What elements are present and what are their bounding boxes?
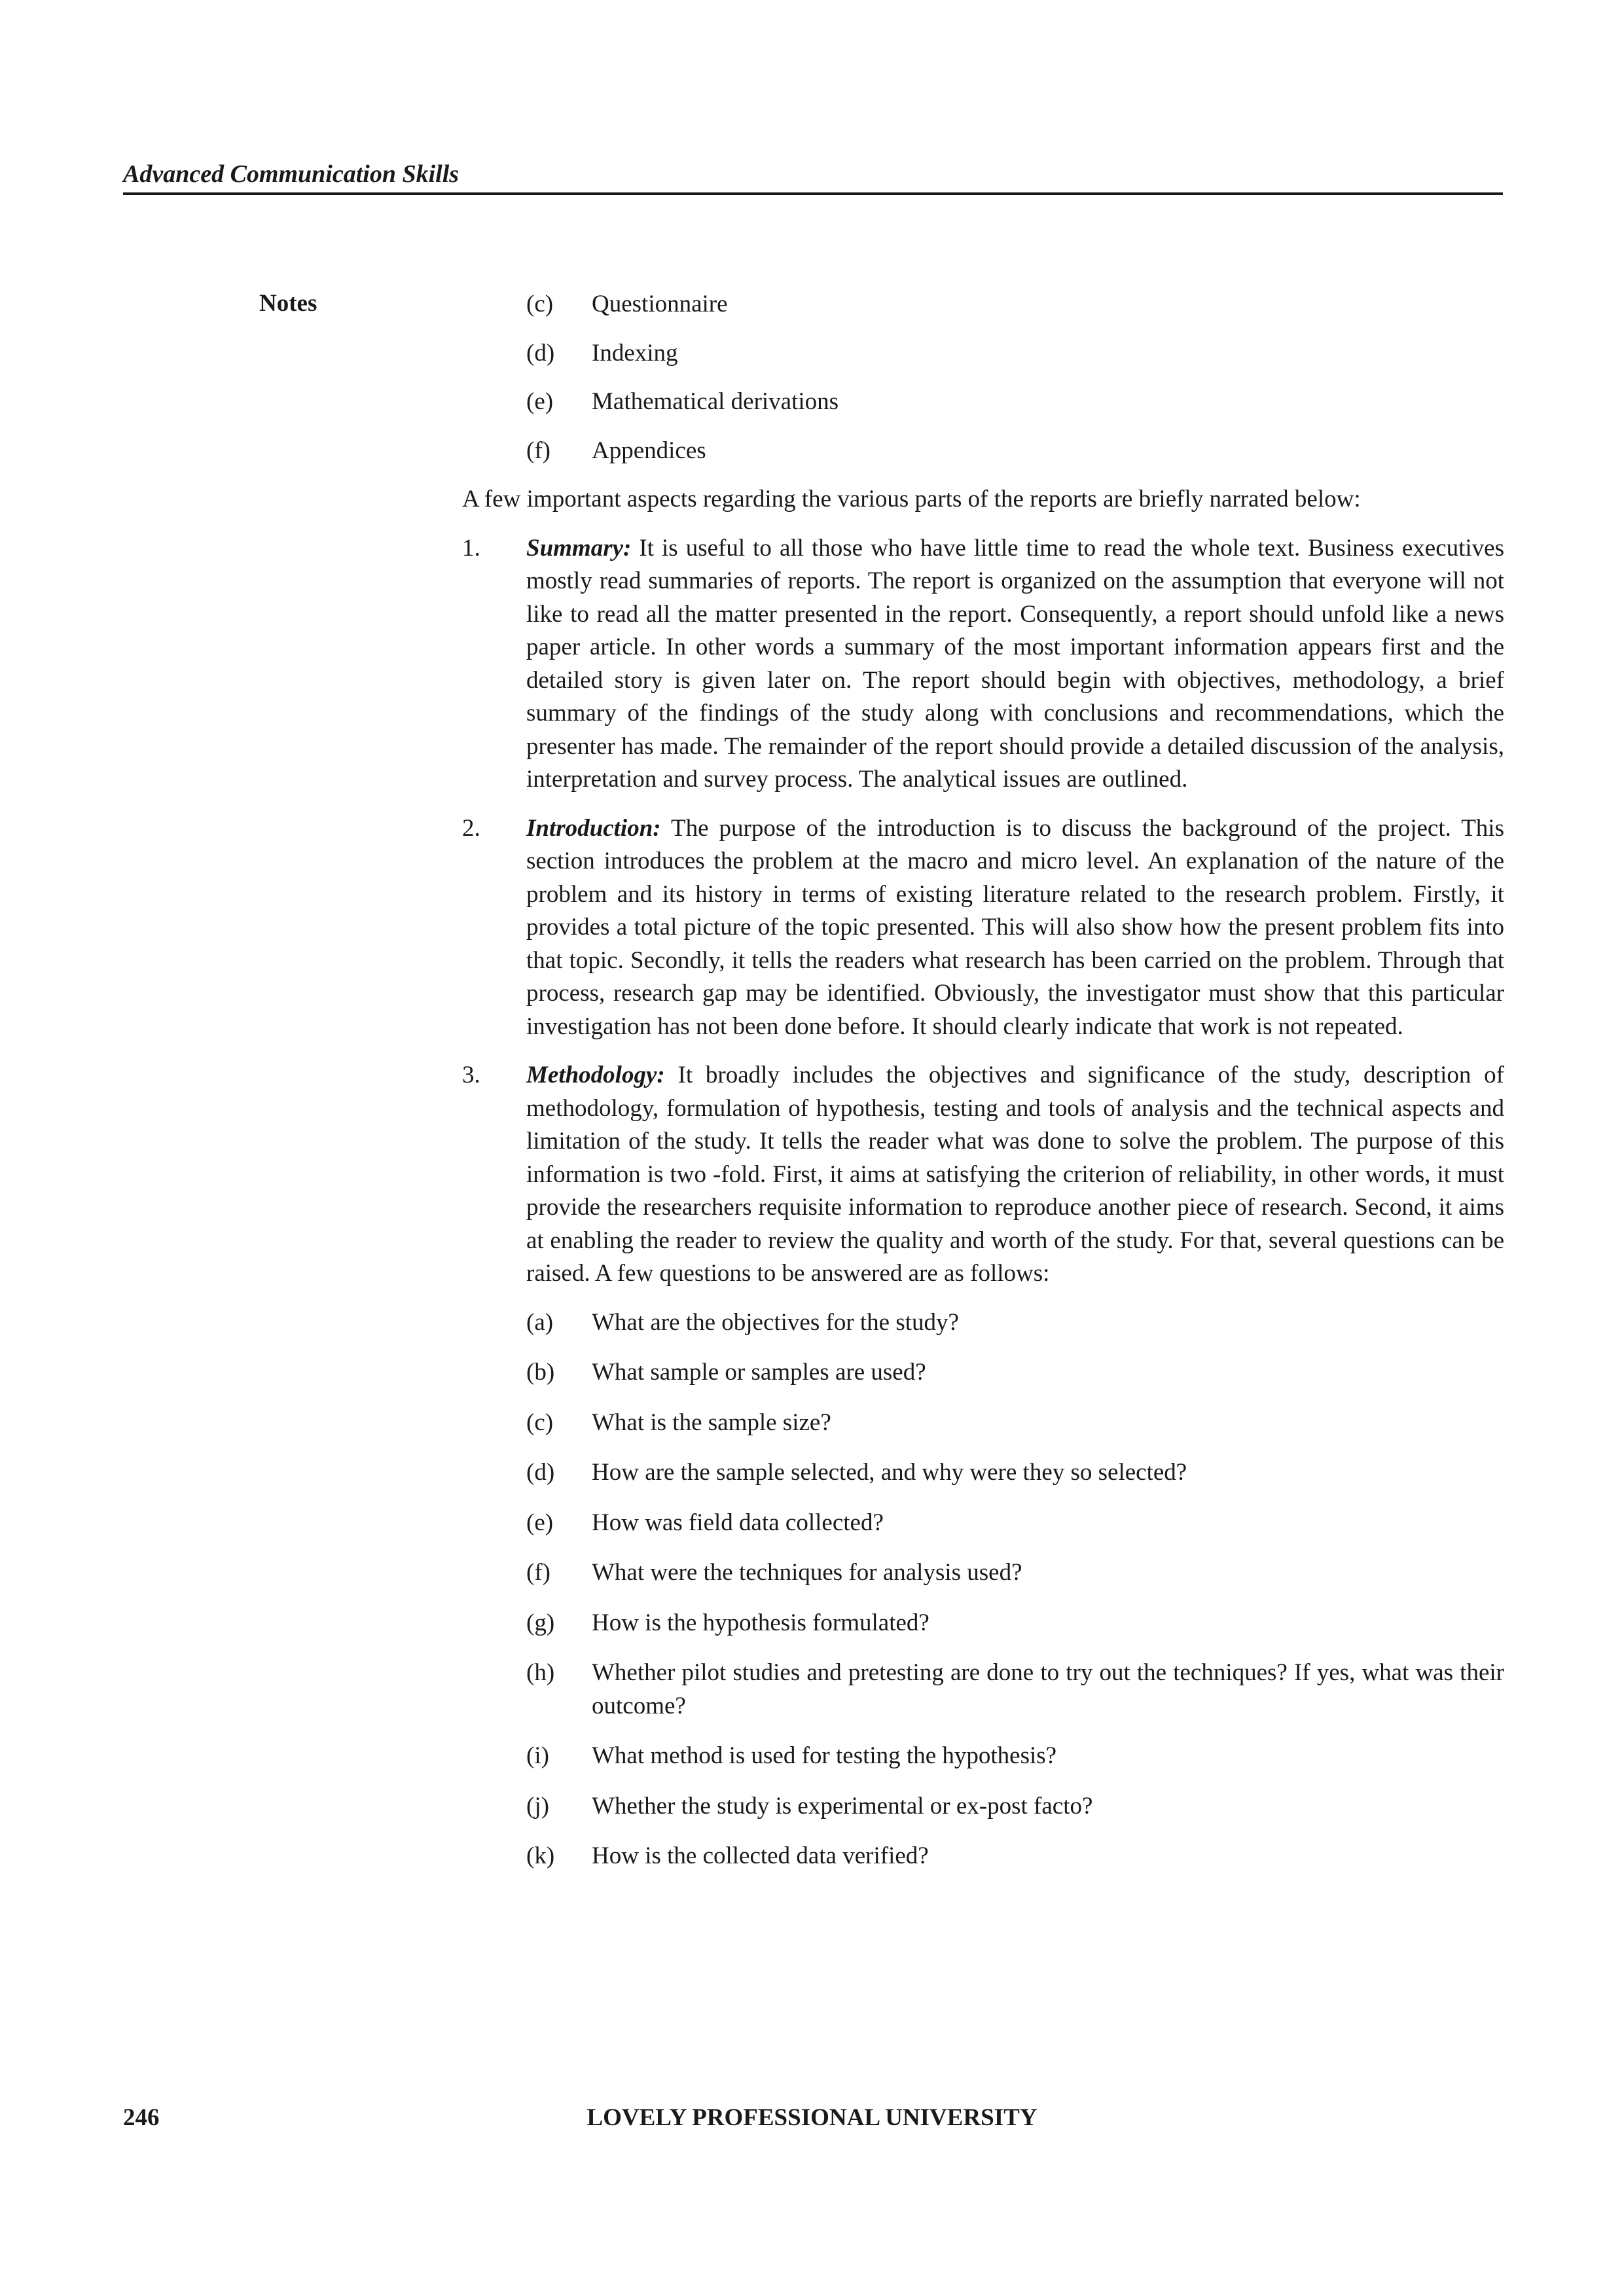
book-title: Advanced Communication Skills [123, 160, 460, 188]
question-text: What were the techniques for analysis used? [592, 1559, 1022, 1586]
numbered-item-summary [462, 532, 1504, 797]
list-item-label: (f) [526, 437, 550, 464]
running-header [123, 160, 1503, 195]
question-text: Whether pilot studies and pretesting are done to try out the techniques? If yes, what was their outcome? [592, 1659, 1504, 1719]
list-item [526, 386, 1504, 419]
question-label: (a) [526, 1308, 554, 1336]
list-item-text: Appendices [592, 437, 706, 464]
question-item [526, 1556, 1504, 1590]
item-text: The purpose of the introduction is to discuss the background of the project. This section introduces the problem at the macro and micro level. An explanation of the nature of the problem and its history in terms of existing literature related to the research problem. Firstly, it provides a total picture of the topic presented. This will also show how the present problem fits into that topic. Secondly, it tells the readers what research has been carried on the problem. Through that process, research gap may be identified. Obviously, the investigator must show that this particular investigation has not been done before. It should clearly indicate that work is not repeated. [526, 814, 1504, 1040]
question-item [526, 1456, 1504, 1490]
item-lead: Summary: [526, 534, 632, 562]
question-text: What is the sample size? [592, 1408, 831, 1436]
list-item-text: Indexing [592, 339, 678, 367]
list-item [526, 435, 1504, 468]
item-body [526, 532, 1504, 797]
item-body [526, 1059, 1504, 1890]
list-item-label: (e) [526, 388, 554, 415]
item-lead: Methodology: [526, 1062, 665, 1088]
question-item [526, 1407, 1504, 1440]
list-item-text: Mathematical derivations [592, 388, 839, 415]
page-number: 246 [123, 2104, 160, 2131]
question-label: (i) [526, 1742, 549, 1769]
intro-paragraph: A few important aspects regarding the various parts of the reports are briefly narrated below: [462, 486, 1361, 512]
main-content [462, 288, 1504, 1906]
item-number: 2. [462, 814, 480, 842]
question-text: How is the hypothesis formulated? [592, 1609, 929, 1636]
question-item [526, 1657, 1504, 1723]
question-text: What are the objectives for the study? [592, 1308, 959, 1336]
numbered-item-introduction [462, 812, 1504, 1044]
list-item [526, 337, 1504, 370]
question-text: How is the collected data verified? [592, 1842, 929, 1869]
question-text: How are the sample selected, and why were they so selected? [592, 1459, 1187, 1486]
question-item [526, 1607, 1504, 1640]
question-list [526, 1306, 1504, 1873]
question-item [526, 1840, 1504, 1873]
question-label: (f) [526, 1559, 550, 1586]
continued-list [462, 288, 1504, 467]
question-label: (h) [526, 1659, 555, 1686]
item-number: 1. [462, 534, 480, 562]
question-item [526, 1356, 1504, 1390]
list-item-text: Questionnaire [592, 291, 728, 317]
question-label: (e) [526, 1509, 554, 1536]
question-text: How was field data collected? [592, 1509, 884, 1536]
question-item [526, 1740, 1504, 1773]
footer-university: LOVELY PROFESSIONAL UNIVERSITY [586, 2104, 1038, 2131]
question-label: (b) [526, 1359, 555, 1386]
item-text: It is useful to all those who have little time to read the whole text. Business executives mostly read summaries of reports. The report is organized on the assumption that everyone will not like to read all the matter presented in the report. Consequently, a report should unfold like a news paper article. In other words a summary of the most important information appears first and the detailed story is given later on. The report should begin with objectives, methodology, a brief summary of the findings of the study along with conclusions and recommendations, which the presenter has made. The remainder of the report should provide a detailed discussion of the analysis, interpretation and survey process. The analytical issues are outlined. [526, 534, 1504, 793]
question-text: What sample or samples are used? [592, 1359, 926, 1386]
list-item [526, 288, 1504, 321]
question-item [526, 1507, 1504, 1540]
question-label: (k) [526, 1842, 555, 1869]
question-text: What method is used for testing the hypothesis? [592, 1742, 1057, 1769]
item-lead: Introduction: [526, 814, 661, 842]
question-label: (d) [526, 1459, 555, 1486]
list-item-label: (d) [526, 339, 555, 367]
question-item [526, 1306, 1504, 1340]
question-label: (g) [526, 1609, 555, 1636]
list-item-label: (c) [526, 291, 554, 317]
item-text: It broadly includes the objectives and significance of the study, description of methodology, formulation of hypothesis, testing and tools of analysis and the technical aspects and limitation of the study. It tells the reader what was done to solve the problem. The purpose of this information is two -fold. First, it aims at satisfying the criterion of reliability, in other words, it must provide the researchers requisite information to reproduce another piece of research. Second, it aims at enabling the reader to review the quality and worth of the study. For that, several questions can be raised. A few questions to be answered are as follows: [526, 1062, 1504, 1287]
item-number: 3. [462, 1062, 480, 1088]
item-body [526, 812, 1504, 1044]
question-item [526, 1790, 1504, 1823]
question-text: Whether the study is experimental or ex-post facto? [592, 1792, 1093, 1820]
numbered-item-methodology [462, 1059, 1504, 1890]
notes-margin-label: Notes [259, 290, 317, 317]
question-label: (j) [526, 1792, 549, 1820]
question-label: (c) [526, 1408, 554, 1436]
